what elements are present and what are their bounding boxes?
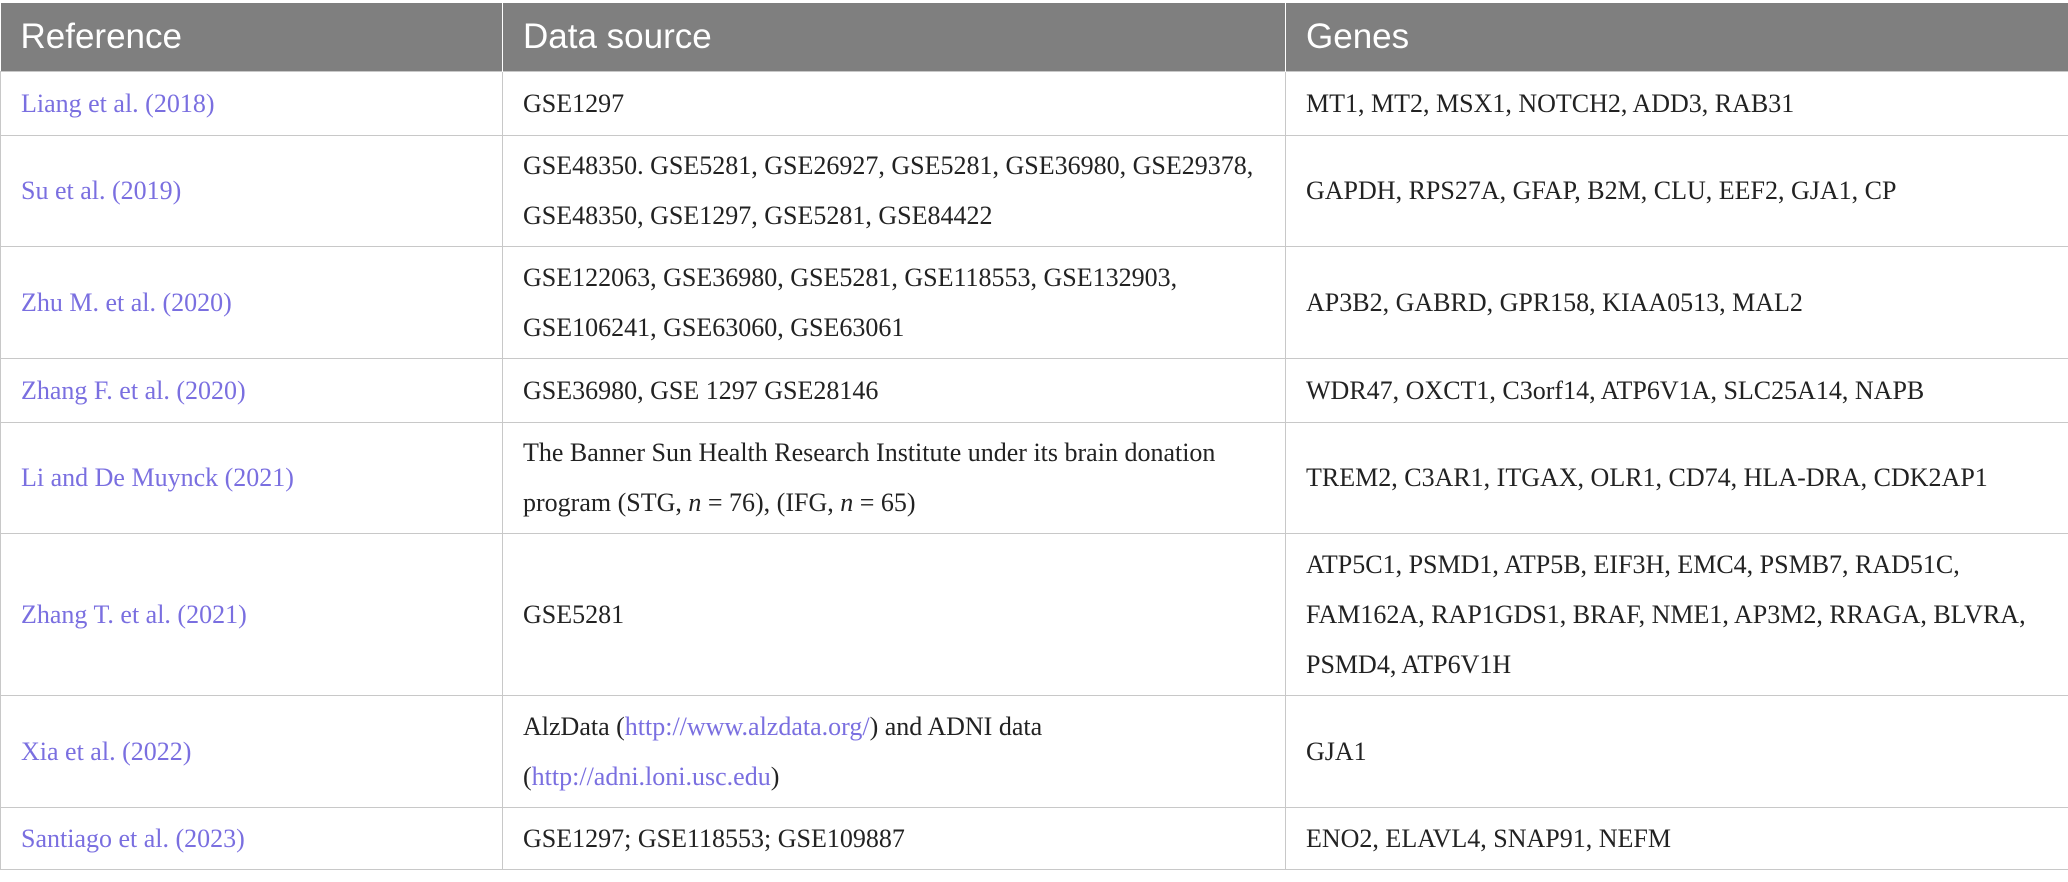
reference-cell[interactable]: Li and De Muynck (2021) (1, 423, 503, 534)
data-source-text: AlzData ( (523, 711, 625, 741)
n-symbol: n (840, 488, 854, 517)
data-source-cell: GSE5281 (503, 534, 1286, 696)
header-row (1, 3, 2068, 72)
table-row (1, 359, 2068, 423)
genes-cell: ENO2, ELAVL4, SNAP91, NEFM (1286, 808, 2068, 870)
column-header-genes: Genes (1286, 3, 2068, 72)
reference-cell[interactable]: Zhang F. et al. (2020) (1, 359, 503, 423)
reference-cell[interactable]: Liang et al. (2018) (1, 72, 503, 136)
reference-cell[interactable]: Zhu M. et al. (2020) (1, 247, 503, 359)
data-source-cell: GSE122063, GSE36980, GSE5281, GSE118553, GSE132903, GSE106241, GSE63060, GSE63061 (503, 247, 1286, 359)
reference-cell[interactable]: Su et al. (2019) (1, 136, 503, 247)
data-source-cell (503, 423, 1286, 534)
table-row (1, 808, 2068, 870)
genes-cell: AP3B2, GABRD, GPR158, KIAA0513, MAL2 (1286, 247, 2068, 359)
table-row (1, 423, 2068, 534)
table-container (0, 3, 2068, 870)
data-source-cell: GSE1297 (503, 72, 1286, 136)
table-row (1, 696, 2068, 808)
table-row (1, 534, 2068, 696)
data-source-cell (503, 696, 1286, 808)
data-source-text: The Banner Sun Health Research Institute under its brain donation program (STG, (523, 438, 1216, 517)
data-source-cell: GSE36980, GSE 1297 GSE28146 (503, 359, 1286, 423)
data-source-text: ) (770, 761, 780, 791)
genes-cell: GAPDH, RPS27A, GFAP, B2M, CLU, EEF2, GJA1, CP (1286, 136, 2068, 247)
reference-cell[interactable]: Xia et al. (2022) (1, 696, 503, 808)
genes-cell: TREM2, C3AR1, ITGAX, OLR1, CD74, HLA-DRA, CDK2AP1 (1286, 423, 2068, 534)
data-source-text: = 65) (853, 488, 916, 517)
adni-link[interactable]: http://adni.loni.usc.edu (531, 761, 771, 791)
column-header-data-source: Data source (503, 3, 1286, 72)
table-header (1, 3, 2068, 72)
data-source-cell: GSE48350. GSE5281, GSE26927, GSE5281, GSE36980, GSE29378, GSE48350, GSE1297, GSE5281, GSE84422 (503, 136, 1286, 247)
table-body (1, 72, 2068, 870)
table-row (1, 136, 2068, 247)
genes-cell: WDR47, OXCT1, C3orf14, ATP6V1A, SLC25A14, NAPB (1286, 359, 2068, 423)
table-row (1, 247, 2068, 359)
genes-cell: MT1, MT2, MSX1, NOTCH2, ADD3, RAB31 (1286, 72, 2068, 136)
data-source-text: ) and ADNI data ( (523, 711, 1043, 791)
gene-table (0, 3, 2068, 870)
alzdata-link[interactable]: http://www.alzdata.org/ (624, 711, 870, 741)
genes-cell: GJA1 (1286, 696, 2068, 808)
genes-cell: ATP5C1, PSMD1, ATP5B, EIF3H, EMC4, PSMB7, RAD51C, FAM162A, RAP1GDS1, BRAF, NME1, AP3M2, RRAGA, BLVRA, PSMD4, ATP6V1H (1286, 534, 2068, 696)
data-source-cell: GSE1297; GSE118553; GSE109887 (503, 808, 1286, 870)
table-row (1, 72, 2068, 136)
reference-cell[interactable]: Zhang T. et al. (2021) (1, 534, 503, 696)
data-source-text: = 76), (IFG, (701, 488, 841, 517)
n-symbol: n (688, 488, 702, 517)
column-header-reference: Reference (1, 3, 503, 72)
reference-cell[interactable]: Santiago et al. (2023) (1, 808, 503, 870)
